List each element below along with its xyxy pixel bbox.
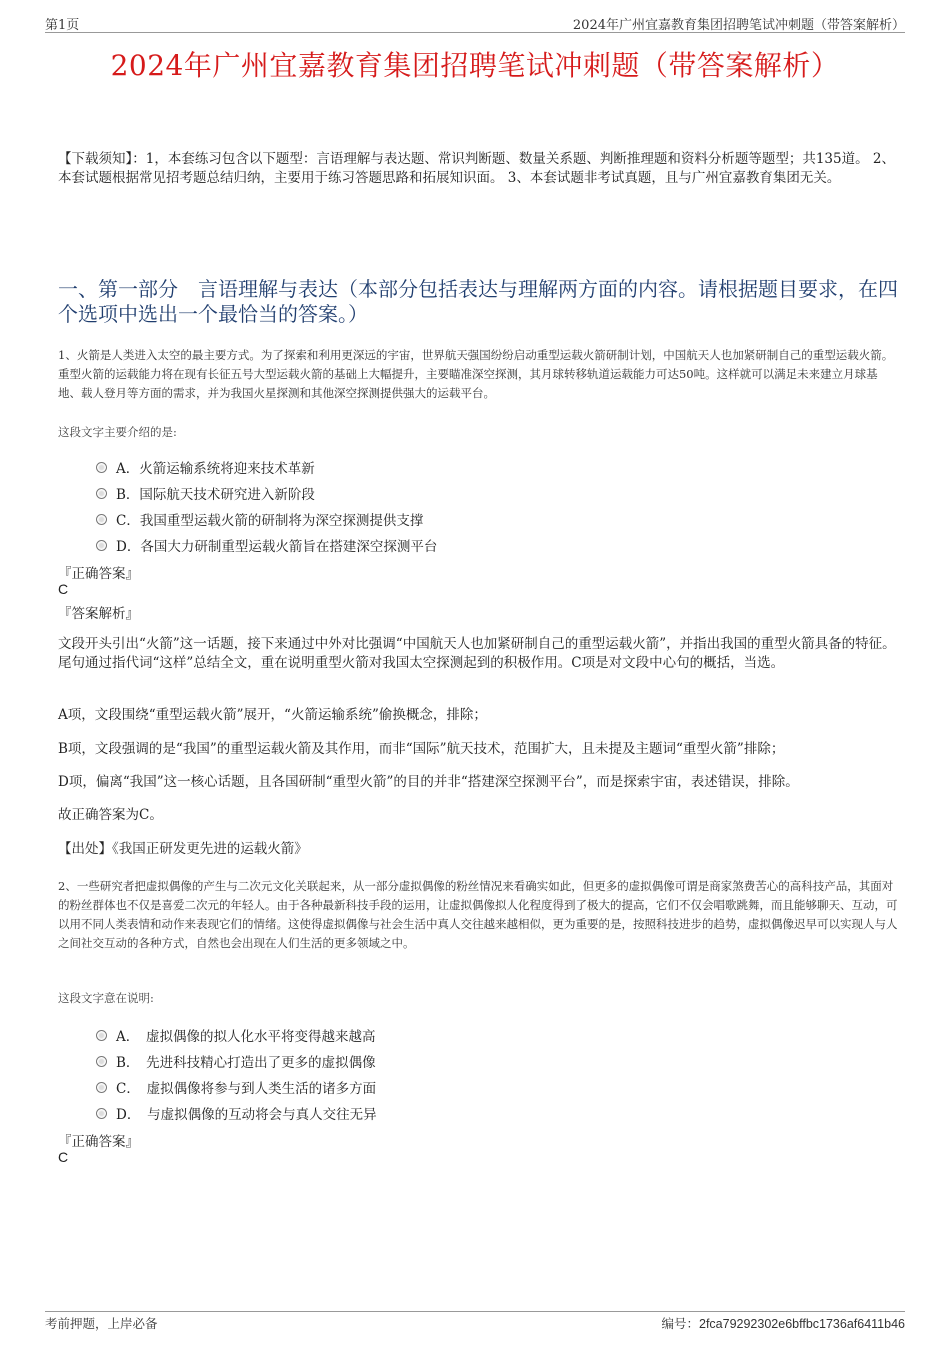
radio-icon[interactable] [96,462,107,473]
download-notice: 【下载须知】：1，本套练习包含以下题型：言语理解与表达题、常识判断题、数量关系题、判断推理题和资料分析题等题型；共135道。 2、本套试题根据常见招考题总结归纳，主要用于练习答题思路和拓展知识面。 3、本套试题非考试真题，且与广州宜嘉教育集团无关。 [58,151,895,186]
question-1-conclusion: 故正确答案为C。 [58,807,163,823]
question-1-option-c[interactable] [96,509,423,529]
question-1-analysis-main: 文段开头引出“火箭”这一话题，接下来通过中外对比强调“中国航天人也加紧研制自己的重型运载火箭”，并指出我国的重型火箭具备的特征。尾句通过指代词“这样”总结全文，重在说明重型火箭对我国太空探测起到的积极作用。C项是对文段中心句的概括，当选。 [58,636,896,671]
option-label: D．各国大力研制重型运载火箭旨在搭建深空探测平台 [116,539,438,555]
question-2-answer: C [58,1149,69,1165]
header-divider [45,32,905,33]
document-id: 编号：2fca79292302e6bffbc1736af6411b46 [661,1317,905,1331]
radio-icon[interactable] [96,1082,107,1093]
option-label: B．国际航天技术研究进入新阶段 [116,487,315,503]
radio-icon[interactable] [96,1108,107,1119]
option-label: C． 虚拟偶像将参与到人类生活的诸多方面 [116,1081,377,1097]
question-1-answer-label: 『正确答案』 [58,566,139,582]
question-2-answer-label: 『正确答案』 [58,1134,139,1150]
radio-icon[interactable] [96,1030,107,1041]
running-title: 2024年广州宜嘉教育集团招聘笔试冲刺题（带答案解析） [572,18,905,33]
question-2-option-a[interactable] [96,1025,376,1045]
radio-icon[interactable] [96,540,107,551]
document-title: 2024年广州宜嘉教育集团招聘笔试冲刺题（带答案解析） [110,49,840,82]
section-heading: 一、第一部分 言语理解与表达（本部分包括表达与理解两方面的内容。请根据题目要求，在四个选项中选出一个最恰当的答案。） [58,277,898,326]
radio-icon[interactable] [96,1056,107,1067]
question-1-option-a[interactable] [96,457,315,477]
question-1-prompt: 这段文字主要介绍的是: [58,425,177,439]
question-2-option-c[interactable] [96,1077,376,1097]
footer-slogan: 考前押题，上岸必备 [45,1316,158,1331]
question-1-analysis-d: D项，偏离“我国”这一核心话题，且各国研制“重型火箭”的目的并非“搭建深空探测平台”，而是探索宇宙，表述错误，排除。 [58,774,799,790]
question-2-stem: 2、一些研究者把虚拟偶像的产生与二次元文化关联起来，从一部分虚拟偶像的粉丝情况来看确实如此，但更多的虚拟偶像可谓是商家煞费苦心的高科技产品，其面对的粉丝群体也不仅是喜爱二次元的年轻人。由于各种最新科技手段的运用，让虚拟偶像拟人化程度得到了极大的提高，它们不仅会唱歌跳舞，而且能够聊天、互动，可以用不同人类表情和动作来表现它们的情绪。这使得虚拟偶像与社会生活中真人交往越来越相似，更为重要的是，按照科技进步的趋势，虚拟偶像迟早可以实现人与人之间社交互动的各种方式，自然也会出现在人们生活的更多领域之中。 [58,879,898,950]
question-2-option-d[interactable] [96,1103,377,1123]
question-1-analysis-label: 『答案解析』 [58,606,139,622]
radio-icon[interactable] [96,514,107,525]
question-1-analysis-a: A项，文段围绕“重型运载火箭”展开，“火箭运输系统”偷换概念，排除； [58,707,487,723]
question-1-option-b[interactable] [96,483,315,503]
question-1-analysis-b: B项，文段强调的是“我国”的重型运载火箭及其作用，而非“国际”航天技术，范围扩大，且未提及主题词“重型火箭”排除； [58,741,785,757]
option-label: B． 先进科技精心打造出了更多的虚拟偶像 [116,1055,376,1071]
radio-icon[interactable] [96,488,107,499]
footer-divider [45,1311,905,1312]
option-label: D． 与虚拟偶像的互动将会与真人交往无异 [116,1107,377,1123]
option-label: C．我国重型运载火箭的研制将为深空探测提供支撑 [116,513,424,529]
question-1-source: 【出处】《我国正研发更先进的运载火箭》 [58,841,308,857]
question-1-stem: 1、火箭是人类进入太空的最主要方式。为了探索和利用更深远的宇宙，世界航天强国纷纷启动重型运载火箭研制计划，中国航天人也加紧研制自己的重型运载火箭。重型火箭的运载能力将在现有长征五号大型运载火箭的基础上大幅提升，主要瞄准深空探测，其月球转移轨道运载能力可达50吨。这样就可以满足未来建立月球基地、载人登月等方面的需求，并为我国火星探测和其他深空探测提供强大的运载平台。 [58,348,894,400]
question-2-prompt: 这段文字意在说明: [58,991,154,1005]
question-2-option-b[interactable] [96,1051,376,1071]
option-label: A．火箭运输系统将迎来技术革新 [116,461,315,477]
question-1-answer: C [58,581,69,597]
option-label: A． 虚拟偶像的拟人化水平将变得越来越高 [116,1029,376,1045]
question-1-option-d[interactable] [96,535,437,555]
page-number: 第1页 [45,18,80,33]
